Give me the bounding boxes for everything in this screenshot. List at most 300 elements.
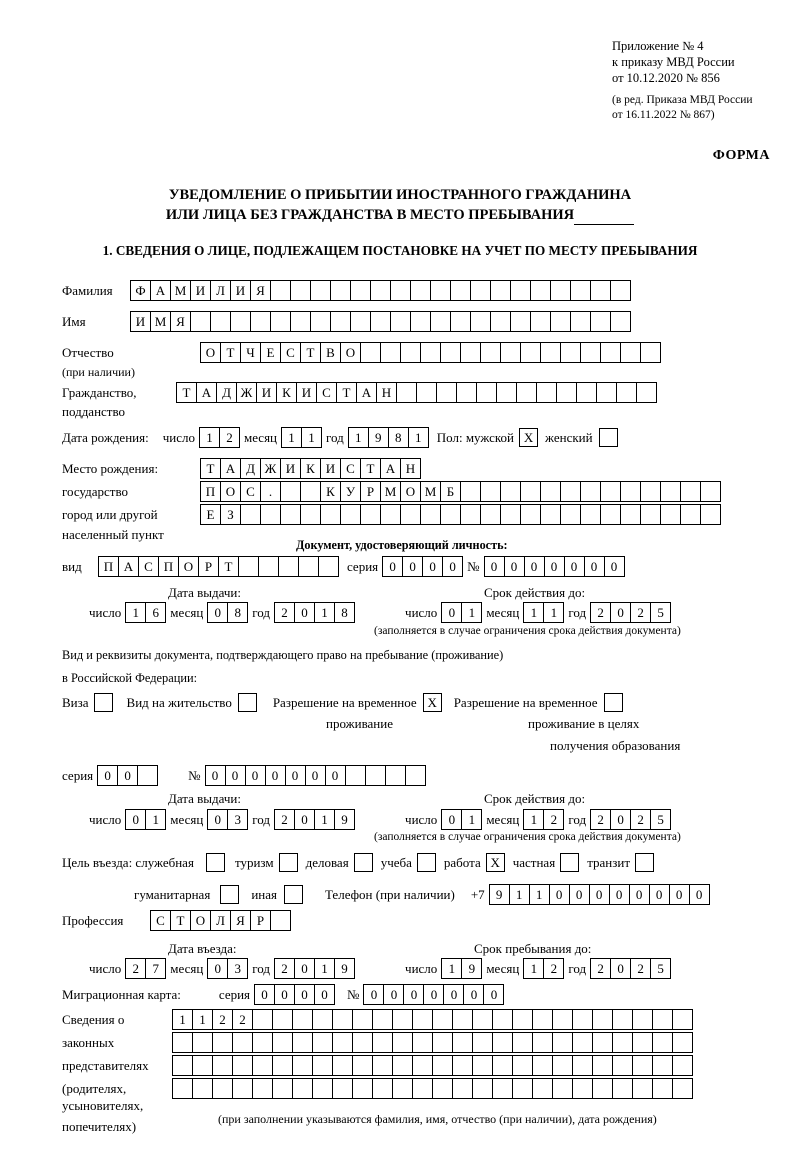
- cell[interactable]: [480, 481, 501, 502]
- cell[interactable]: [320, 504, 341, 525]
- cell[interactable]: [258, 556, 279, 577]
- cell[interactable]: [210, 311, 231, 332]
- cell[interactable]: [212, 1032, 233, 1053]
- cell[interactable]: 0: [294, 958, 315, 979]
- cell[interactable]: [612, 1055, 633, 1076]
- phone-input[interactable]: [489, 884, 710, 905]
- cell[interactable]: 1: [145, 809, 166, 830]
- cell[interactable]: П: [158, 556, 179, 577]
- cell[interactable]: [572, 1032, 593, 1053]
- cell[interactable]: [380, 342, 401, 363]
- cell[interactable]: 1: [125, 602, 146, 623]
- cell[interactable]: [312, 1055, 333, 1076]
- cell[interactable]: [252, 1032, 273, 1053]
- cell[interactable]: [572, 1009, 593, 1030]
- cell[interactable]: [532, 1032, 553, 1053]
- residence-permit-checkbox[interactable]: [238, 693, 257, 712]
- cell[interactable]: [460, 504, 481, 525]
- cell[interactable]: [680, 481, 701, 502]
- cell[interactable]: С: [280, 342, 301, 363]
- cell[interactable]: В: [320, 342, 341, 363]
- cell[interactable]: [580, 504, 601, 525]
- cell[interactable]: К: [320, 481, 341, 502]
- cell[interactable]: 0: [423, 984, 444, 1005]
- cell[interactable]: 9: [461, 958, 482, 979]
- cell[interactable]: И: [256, 382, 277, 403]
- cell[interactable]: [420, 504, 441, 525]
- cell[interactable]: [252, 1078, 273, 1099]
- cell[interactable]: [352, 1055, 373, 1076]
- cell[interactable]: [632, 1032, 653, 1053]
- cell[interactable]: [672, 1055, 693, 1076]
- permit-valid-day-input[interactable]: [441, 809, 482, 830]
- cell[interactable]: [312, 1032, 333, 1053]
- cell[interactable]: 0: [442, 556, 463, 577]
- cell[interactable]: И: [320, 458, 341, 479]
- cell[interactable]: С: [316, 382, 337, 403]
- cell[interactable]: Т: [220, 342, 241, 363]
- cell[interactable]: [612, 1078, 633, 1099]
- cell[interactable]: 2: [232, 1009, 253, 1030]
- cell[interactable]: [672, 1032, 693, 1053]
- cell[interactable]: [372, 1032, 393, 1053]
- cell[interactable]: [310, 311, 331, 332]
- cell[interactable]: 0: [484, 556, 505, 577]
- cell[interactable]: 9: [368, 427, 389, 448]
- cell[interactable]: [492, 1009, 513, 1030]
- cell[interactable]: 0: [294, 602, 315, 623]
- cell[interactable]: [392, 1032, 413, 1053]
- birth-day-input[interactable]: [199, 427, 240, 448]
- cell[interactable]: [470, 280, 491, 301]
- cell[interactable]: 2: [630, 958, 651, 979]
- cell[interactable]: [496, 382, 517, 403]
- doc-type-input[interactable]: [98, 556, 339, 577]
- cell[interactable]: [632, 1078, 653, 1099]
- cell[interactable]: 2: [219, 427, 240, 448]
- cell[interactable]: 0: [305, 765, 326, 786]
- cell[interactable]: 2: [543, 958, 564, 979]
- cell[interactable]: Я: [170, 311, 191, 332]
- cell[interactable]: [300, 504, 321, 525]
- cell[interactable]: [292, 1032, 313, 1053]
- cell[interactable]: [430, 311, 451, 332]
- cell[interactable]: О: [400, 481, 421, 502]
- legal-rep-input-row1[interactable]: [172, 1009, 693, 1030]
- purpose-business-checkbox[interactable]: [354, 853, 373, 872]
- cell[interactable]: П: [98, 556, 119, 577]
- cell[interactable]: 6: [145, 602, 166, 623]
- cell[interactable]: 0: [382, 556, 403, 577]
- cell[interactable]: [440, 342, 461, 363]
- birthplace-country-input[interactable]: [200, 458, 421, 479]
- cell[interactable]: 2: [274, 958, 295, 979]
- cell[interactable]: [540, 481, 561, 502]
- cell[interactable]: А: [118, 556, 139, 577]
- cell[interactable]: Т: [170, 910, 191, 931]
- cell[interactable]: О: [340, 342, 361, 363]
- cell[interactable]: [540, 504, 561, 525]
- cell[interactable]: [556, 382, 577, 403]
- cell[interactable]: [252, 1009, 273, 1030]
- cell[interactable]: У: [340, 481, 361, 502]
- cell[interactable]: [456, 382, 477, 403]
- cell[interactable]: 3: [227, 809, 248, 830]
- cell[interactable]: 1: [348, 427, 369, 448]
- cell[interactable]: 0: [314, 984, 335, 1005]
- cell[interactable]: [612, 1032, 633, 1053]
- cell[interactable]: [480, 342, 501, 363]
- doc-valid-year-input[interactable]: [590, 602, 671, 623]
- cell[interactable]: [636, 382, 657, 403]
- doc-valid-month-input[interactable]: [523, 602, 564, 623]
- birthplace-city-input-row2[interactable]: [200, 504, 721, 525]
- cell[interactable]: [580, 481, 601, 502]
- cell[interactable]: [232, 1078, 253, 1099]
- purpose-work-checkbox[interactable]: X: [486, 853, 505, 872]
- cell[interactable]: [600, 342, 621, 363]
- cell[interactable]: Я: [230, 910, 251, 931]
- cell[interactable]: [452, 1032, 473, 1053]
- cell[interactable]: 1: [543, 602, 564, 623]
- cell[interactable]: [510, 280, 531, 301]
- cell[interactable]: [530, 280, 551, 301]
- purpose-tourism-checkbox[interactable]: [279, 853, 298, 872]
- cell[interactable]: 2: [274, 602, 295, 623]
- cell[interactable]: [172, 1055, 193, 1076]
- cell[interactable]: Т: [360, 458, 381, 479]
- cell[interactable]: Ж: [260, 458, 281, 479]
- cell[interactable]: 0: [97, 765, 118, 786]
- cell[interactable]: Р: [250, 910, 271, 931]
- cell[interactable]: [190, 311, 211, 332]
- cell[interactable]: [560, 342, 581, 363]
- doc-issue-month-input[interactable]: [207, 602, 248, 623]
- cell[interactable]: 0: [403, 984, 424, 1005]
- temporary-residence-checkbox[interactable]: X: [423, 693, 442, 712]
- cell[interactable]: 0: [669, 884, 690, 905]
- cell[interactable]: [370, 280, 391, 301]
- cell[interactable]: 1: [199, 427, 220, 448]
- cell[interactable]: [472, 1009, 493, 1030]
- cell[interactable]: Т: [336, 382, 357, 403]
- cell[interactable]: [570, 311, 591, 332]
- birth-year-input[interactable]: [348, 427, 429, 448]
- cell[interactable]: [520, 504, 541, 525]
- permit-issue-month-input[interactable]: [207, 809, 248, 830]
- cell[interactable]: [440, 504, 461, 525]
- cell[interactable]: 2: [630, 602, 651, 623]
- cell[interactable]: [436, 382, 457, 403]
- cell[interactable]: [532, 1009, 553, 1030]
- cell[interactable]: [536, 382, 557, 403]
- cell[interactable]: [280, 481, 301, 502]
- migration-number-input[interactable]: [363, 984, 504, 1005]
- cell[interactable]: [272, 1055, 293, 1076]
- cell[interactable]: [392, 1055, 413, 1076]
- cell[interactable]: [230, 311, 251, 332]
- cell[interactable]: О: [190, 910, 211, 931]
- cell[interactable]: [580, 342, 601, 363]
- cell[interactable]: [318, 556, 339, 577]
- cell[interactable]: 0: [463, 984, 484, 1005]
- cell[interactable]: [552, 1032, 573, 1053]
- cell[interactable]: 0: [441, 602, 462, 623]
- cell[interactable]: [512, 1078, 533, 1099]
- cell[interactable]: [192, 1055, 213, 1076]
- cell[interactable]: [345, 765, 366, 786]
- cell[interactable]: [632, 1009, 653, 1030]
- cell[interactable]: [432, 1078, 453, 1099]
- citizenship-input[interactable]: [176, 382, 657, 403]
- purpose-official-checkbox[interactable]: [206, 853, 225, 872]
- cell[interactable]: [332, 1009, 353, 1030]
- permit-valid-month-input[interactable]: [523, 809, 564, 830]
- cell[interactable]: [420, 342, 441, 363]
- cell[interactable]: Н: [400, 458, 421, 479]
- cell[interactable]: [490, 311, 511, 332]
- cell[interactable]: 5: [650, 958, 671, 979]
- cell[interactable]: 1: [509, 884, 530, 905]
- cell[interactable]: Ж: [236, 382, 257, 403]
- cell[interactable]: 8: [227, 602, 248, 623]
- cell[interactable]: [416, 382, 437, 403]
- cell[interactable]: И: [130, 311, 151, 332]
- purpose-humanitarian-checkbox[interactable]: [220, 885, 239, 904]
- cell[interactable]: [480, 504, 501, 525]
- purpose-private-checkbox[interactable]: [560, 853, 579, 872]
- cell[interactable]: Т: [218, 556, 239, 577]
- cell[interactable]: [632, 1055, 653, 1076]
- cell[interactable]: [390, 311, 411, 332]
- cell[interactable]: 0: [207, 602, 228, 623]
- cell[interactable]: [272, 1009, 293, 1030]
- cell[interactable]: [590, 311, 611, 332]
- cell[interactable]: [137, 765, 158, 786]
- cell[interactable]: [272, 1032, 293, 1053]
- cell[interactable]: 0: [443, 984, 464, 1005]
- permit-number-input[interactable]: [205, 765, 426, 786]
- cell[interactable]: [680, 504, 701, 525]
- cell[interactable]: [560, 481, 581, 502]
- permit-valid-year-input[interactable]: [590, 809, 671, 830]
- cell[interactable]: Р: [360, 481, 381, 502]
- cell[interactable]: 2: [274, 809, 295, 830]
- cell[interactable]: [405, 765, 426, 786]
- cell[interactable]: [460, 481, 481, 502]
- cell[interactable]: [552, 1055, 573, 1076]
- cell[interactable]: [452, 1055, 473, 1076]
- cell[interactable]: 0: [422, 556, 443, 577]
- cell[interactable]: [385, 765, 406, 786]
- cell[interactable]: С: [340, 458, 361, 479]
- cell[interactable]: Т: [200, 458, 221, 479]
- education-residence-checkbox[interactable]: [604, 693, 623, 712]
- stay-month-input[interactable]: [523, 958, 564, 979]
- cell[interactable]: [292, 1078, 313, 1099]
- cell[interactable]: [700, 481, 721, 502]
- cell[interactable]: [330, 280, 351, 301]
- cell[interactable]: Т: [300, 342, 321, 363]
- cell[interactable]: 0: [569, 884, 590, 905]
- cell[interactable]: 1: [314, 602, 335, 623]
- cell[interactable]: 0: [549, 884, 570, 905]
- cell[interactable]: [290, 280, 311, 301]
- cell[interactable]: [672, 1078, 693, 1099]
- cell[interactable]: [490, 280, 511, 301]
- cell[interactable]: 1: [301, 427, 322, 448]
- cell[interactable]: С: [150, 910, 171, 931]
- permit-issue-day-input[interactable]: [125, 809, 166, 830]
- cell[interactable]: 0: [544, 556, 565, 577]
- cell[interactable]: [410, 280, 431, 301]
- cell[interactable]: [700, 504, 721, 525]
- surname-input[interactable]: [130, 280, 631, 301]
- cell[interactable]: [616, 382, 637, 403]
- cell[interactable]: И: [230, 280, 251, 301]
- cell[interactable]: [450, 311, 471, 332]
- cell[interactable]: 0: [274, 984, 295, 1005]
- doc-issue-year-input[interactable]: [274, 602, 355, 623]
- cell[interactable]: [332, 1055, 353, 1076]
- cell[interactable]: 1: [461, 809, 482, 830]
- cell[interactable]: М: [170, 280, 191, 301]
- cell[interactable]: [232, 1055, 253, 1076]
- sex-male-checkbox[interactable]: X: [519, 428, 538, 447]
- profession-input[interactable]: [150, 910, 291, 931]
- cell[interactable]: Р: [198, 556, 219, 577]
- cell[interactable]: [570, 280, 591, 301]
- cell[interactable]: 0: [604, 556, 625, 577]
- cell[interactable]: [238, 556, 259, 577]
- cell[interactable]: [412, 1055, 433, 1076]
- cell[interactable]: [365, 765, 386, 786]
- cell[interactable]: [432, 1009, 453, 1030]
- cell[interactable]: 2: [125, 958, 146, 979]
- cell[interactable]: Д: [216, 382, 237, 403]
- cell[interactable]: [330, 311, 351, 332]
- cell[interactable]: [272, 1078, 293, 1099]
- cell[interactable]: 7: [145, 958, 166, 979]
- cell[interactable]: 0: [504, 556, 525, 577]
- cell[interactable]: [640, 504, 661, 525]
- cell[interactable]: [540, 342, 561, 363]
- cell[interactable]: [552, 1009, 573, 1030]
- cell[interactable]: [592, 1078, 613, 1099]
- cell[interactable]: [310, 280, 331, 301]
- cell[interactable]: Б: [440, 481, 461, 502]
- stay-year-input[interactable]: [590, 958, 671, 979]
- stay-day-input[interactable]: [441, 958, 482, 979]
- cell[interactable]: [492, 1032, 513, 1053]
- cell[interactable]: [620, 481, 641, 502]
- cell[interactable]: [432, 1055, 453, 1076]
- cell[interactable]: [240, 504, 261, 525]
- cell[interactable]: 0: [610, 958, 631, 979]
- cell[interactable]: [552, 1078, 573, 1099]
- cell[interactable]: 2: [543, 809, 564, 830]
- cell[interactable]: 0: [207, 958, 228, 979]
- cell[interactable]: [532, 1078, 553, 1099]
- permit-series-input[interactable]: [97, 765, 158, 786]
- cell[interactable]: [472, 1055, 493, 1076]
- visa-checkbox[interactable]: [94, 693, 113, 712]
- cell[interactable]: [550, 280, 571, 301]
- cell[interactable]: [292, 1009, 313, 1030]
- cell[interactable]: [192, 1078, 213, 1099]
- cell[interactable]: [412, 1009, 433, 1030]
- cell[interactable]: [412, 1078, 433, 1099]
- cell[interactable]: [312, 1078, 333, 1099]
- birth-month-input[interactable]: [281, 427, 322, 448]
- cell[interactable]: [596, 382, 617, 403]
- cell[interactable]: [332, 1032, 353, 1053]
- cell[interactable]: [360, 342, 381, 363]
- cell[interactable]: [300, 481, 321, 502]
- cell[interactable]: [492, 1078, 513, 1099]
- sex-female-checkbox[interactable]: [599, 428, 618, 447]
- cell[interactable]: 1: [523, 602, 544, 623]
- cell[interactable]: [252, 1055, 273, 1076]
- cell[interactable]: 1: [172, 1009, 193, 1030]
- cell[interactable]: М: [420, 481, 441, 502]
- cell[interactable]: [410, 311, 431, 332]
- entry-year-input[interactable]: [274, 958, 355, 979]
- cell[interactable]: 1: [523, 809, 544, 830]
- cell[interactable]: [312, 1009, 333, 1030]
- cell[interactable]: 2: [590, 602, 611, 623]
- cell[interactable]: 0: [265, 765, 286, 786]
- cell[interactable]: 0: [402, 556, 423, 577]
- cell[interactable]: 0: [589, 884, 610, 905]
- cell[interactable]: 0: [610, 809, 631, 830]
- cell[interactable]: К: [276, 382, 297, 403]
- cell[interactable]: [550, 311, 571, 332]
- cell[interactable]: 0: [225, 765, 246, 786]
- cell[interactable]: 1: [314, 809, 335, 830]
- cell[interactable]: 0: [294, 984, 315, 1005]
- cell[interactable]: 8: [388, 427, 409, 448]
- cell[interactable]: 0: [207, 809, 228, 830]
- cell[interactable]: [652, 1032, 673, 1053]
- cell[interactable]: 1: [192, 1009, 213, 1030]
- cell[interactable]: [350, 311, 371, 332]
- cell[interactable]: О: [178, 556, 199, 577]
- cell[interactable]: 2: [590, 809, 611, 830]
- cell[interactable]: [512, 1009, 533, 1030]
- cell[interactable]: 9: [334, 809, 355, 830]
- cell[interactable]: 1: [441, 958, 462, 979]
- cell[interactable]: [576, 382, 597, 403]
- cell[interactable]: П: [200, 481, 221, 502]
- cell[interactable]: [640, 481, 661, 502]
- cell[interactable]: А: [380, 458, 401, 479]
- cell[interactable]: Д: [240, 458, 261, 479]
- cell[interactable]: [372, 1055, 393, 1076]
- cell[interactable]: [430, 280, 451, 301]
- cell[interactable]: [298, 556, 319, 577]
- cell[interactable]: [492, 1055, 513, 1076]
- cell[interactable]: 1: [281, 427, 302, 448]
- cell[interactable]: 0: [383, 984, 404, 1005]
- cell[interactable]: [396, 382, 417, 403]
- cell[interactable]: 2: [630, 809, 651, 830]
- cell[interactable]: [270, 311, 291, 332]
- cell[interactable]: [590, 280, 611, 301]
- cell[interactable]: [472, 1032, 493, 1053]
- cell[interactable]: [270, 280, 291, 301]
- cell[interactable]: [512, 1055, 533, 1076]
